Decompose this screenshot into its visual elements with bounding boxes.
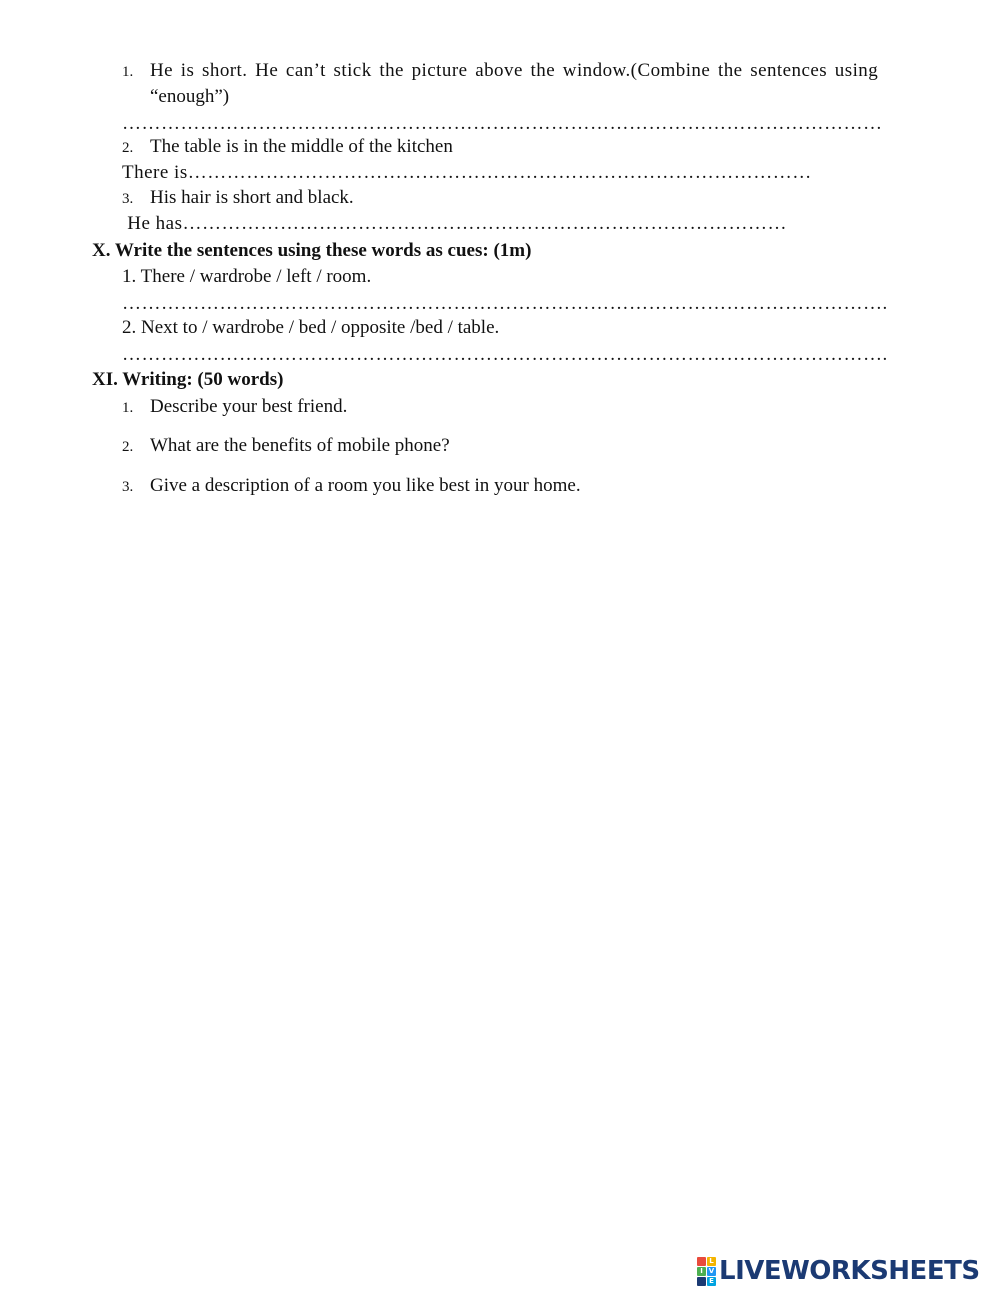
ix-item-2-text: The table is in the middle of the kitchen xyxy=(150,136,453,157)
logo-badge-icon xyxy=(697,1257,716,1286)
ix-item-3-number: 3. xyxy=(122,191,134,207)
logo-badge-cell: V xyxy=(708,1266,715,1275)
liveworksheets-logo xyxy=(697,1256,980,1286)
xi-item-1-number: 1. xyxy=(122,400,134,416)
logo-badge-cell: L xyxy=(707,1257,716,1266)
logo-badge-cell: I xyxy=(697,1267,706,1276)
xi-item-2-number: 2. xyxy=(122,439,134,455)
ix-item-2-answer-line[interactable]: There is…………………………………………………………………………………… xyxy=(122,162,812,183)
logo-badge-cell xyxy=(697,1277,706,1286)
xi-item-3-number: 3. xyxy=(122,479,134,495)
logo-badge-cell xyxy=(697,1257,706,1266)
ix-item-3-text: His hair is short and black. xyxy=(150,187,354,208)
x-item-1-text: 1. There / wardrobe / left / room. xyxy=(122,266,372,287)
ix-item-1-answer-line[interactable]: ……………………………………………………………………………………………………… xyxy=(122,113,883,134)
ix-item-1-continuation: “enough”) xyxy=(150,86,230,107)
x-item-2-answer-line[interactable]: ………………………………………………………………………………………………………. xyxy=(122,344,888,365)
xi-item-1 xyxy=(122,395,347,420)
ix-item-2-number: 2. xyxy=(122,140,134,156)
xi-item-3-text: Give a description of a room you like best in your home. xyxy=(150,475,581,496)
x-item-1-answer-line[interactable]: ………………………………………………………………………………………………………. xyxy=(122,293,888,314)
ix-item-3-answer-line[interactable]: He has………………………………………………………………………………… xyxy=(122,213,787,234)
logo-badge-cell: E xyxy=(707,1277,716,1286)
ix-item-1 xyxy=(122,59,922,84)
section-xi-heading: XI. Writing: (50 words) xyxy=(92,369,284,390)
x-item-2-text: 2. Next to / wardrobe / bed / opposite /bed / table. xyxy=(122,317,500,338)
ix-item-1-number: 1. xyxy=(122,64,134,80)
xi-item-2-text: What are the benefits of mobile phone? xyxy=(150,435,450,456)
xi-item-2 xyxy=(122,434,450,459)
xi-item-1-text: Describe your best friend. xyxy=(150,396,348,417)
ix-item-3 xyxy=(122,186,354,211)
ix-item-1-text: He is short. He can’t stick the picture above the window.(Combine the sentences using xyxy=(150,60,879,81)
logo-text: LIVEWORKSHEETS xyxy=(719,1256,980,1286)
xi-item-3 xyxy=(122,474,581,499)
ix-item-2 xyxy=(122,135,453,160)
section-x-heading: X. Write the sentences using these words as cues: (1m) xyxy=(92,240,532,261)
